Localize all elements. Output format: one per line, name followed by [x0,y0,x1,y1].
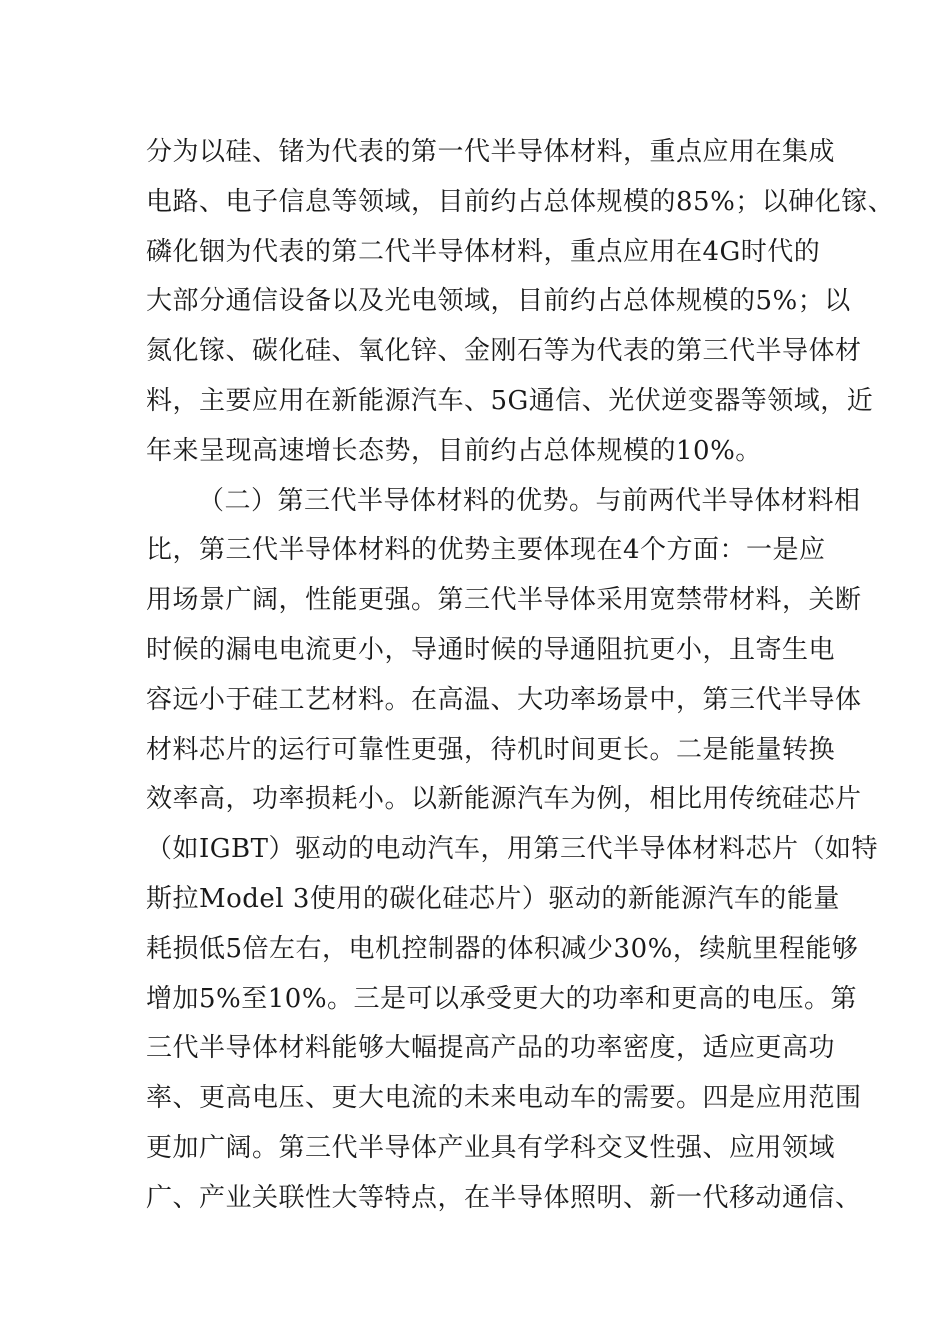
text-line-4: 大部分通信设备以及光电领域，目前约占总体规模的5%；以 [146,286,851,317]
text-line-7: 年来呈现高速增长态势，目前约占总体规模的10%。 [146,435,762,466]
text-line-10: 用场景广阔，性能更强。第三代半导体采用宽禁带材料，关断 [146,585,862,616]
text-line-6: 料，主要应用在新能源汽车、5G通信、光伏逆变器等领域，近 [146,385,874,416]
text-line-12: 容远小于硅工艺材料。在高温、大功率场景中，第三代半导体 [146,684,862,715]
body-text [146,128,895,1224]
text-line-9: 比，第三代半导体材料的优势主要体现在4个方面：一是应 [146,535,826,566]
text-line-19: 三代半导体材料能够大幅提高产品的功率密度，适应更高功 [146,1033,836,1064]
text-line-18: 增加5%至10%。三是可以承受更大的功率和更高的电压。第 [146,983,858,1014]
text-line-3: 磷化铟为代表的第二代半导体材料，重点应用在4G时代的 [146,236,821,267]
text-line-20: 率、更高电压、更大电流的未来电动车的需要。四是应用范围 [146,1083,862,1114]
text-line-11: 时候的漏电电流更小，导通时候的导通阻抗更小，且寄生电 [146,634,836,665]
text-line-2: 电路、电子信息等领域，目前约占总体规模的85%；以砷化镓、 [146,186,895,217]
text-line-14: 效率高，功率损耗小。以新能源汽车为例，相比用传统硅芯片 [146,784,862,815]
text-line-17: 耗损低5倍左右，电机控制器的体积减少30%，续航里程能够 [146,933,859,964]
text-line-1: 分为以硅、锗为代表的第一代半导体材料，重点应用在集成 [146,137,836,167]
text-line-16: 斯拉Model 3使用的碳化硅芯片）驱动的新能源汽车的能量 [146,883,840,914]
text-line-15: （如IGBT）驱动的电动汽车，用第三代半导体材料芯片（如特 [146,834,878,865]
text-line-22: 广、产业关联性大等特点，在半导体照明、新一代移动通信、 [146,1182,862,1213]
section-heading-line: （二）第三代半导体材料的优势。与前两代半导体材料相 [198,485,861,516]
text-line-21: 更加广阔。第三代半导体产业具有学科交叉性强、应用领域 [146,1132,836,1163]
text-line-5: 氮化镓、碳化硅、氧化锌、金刚石等为代表的第三代半导体材 [146,336,862,367]
text-line-13: 材料芯片的运行可靠性更强，待机时间更长。二是能量转换 [146,734,836,765]
